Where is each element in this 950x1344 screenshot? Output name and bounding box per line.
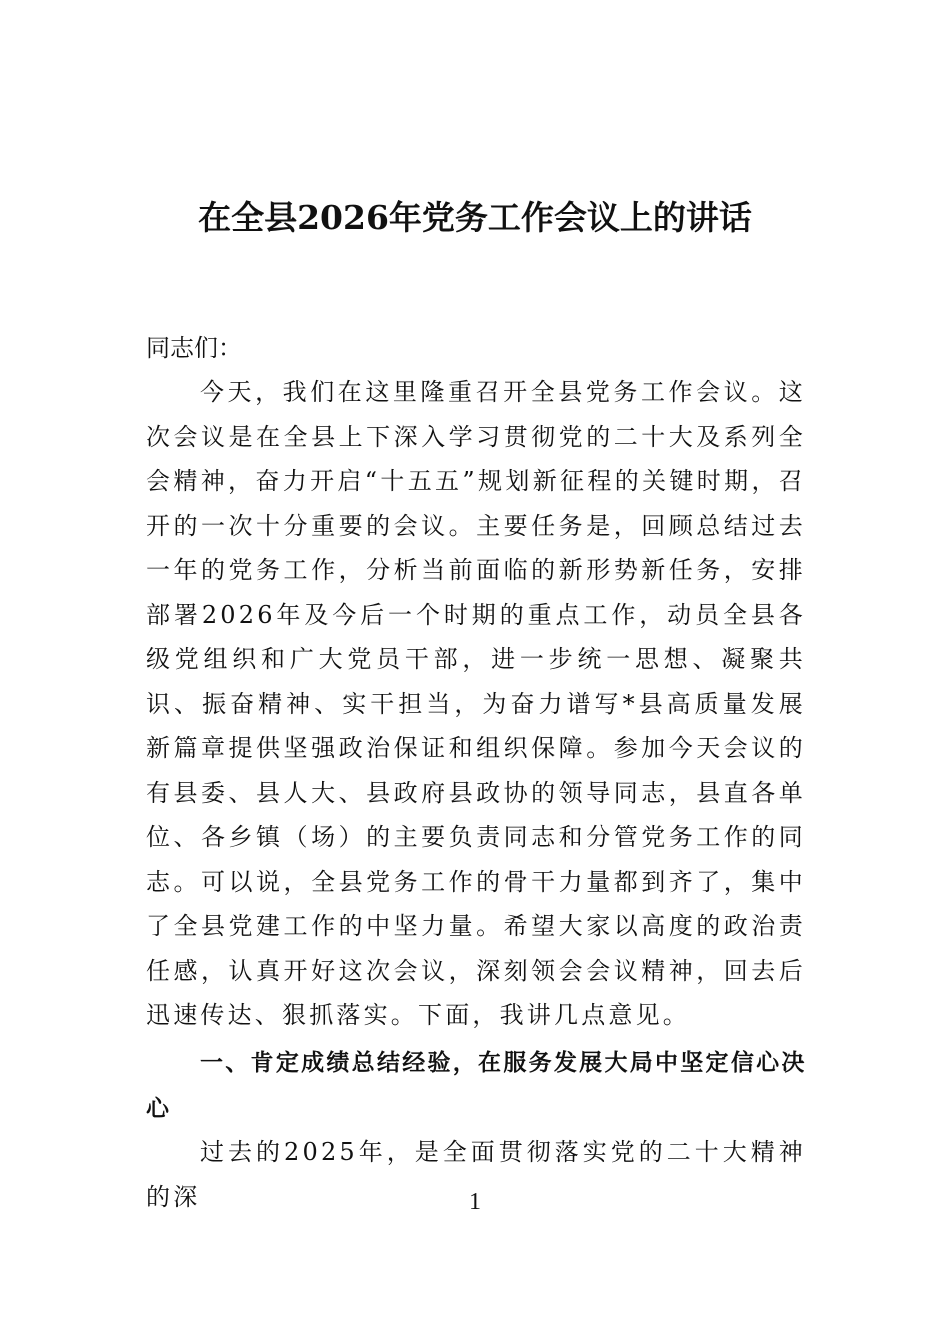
section-heading: 一、肯定成绩总结经验，在服务发展大局中坚定信心决心 <box>146 1050 806 1122</box>
salutation: 同志们： <box>146 334 242 362</box>
body-paragraph-intro: 今天，我们在这里隆重召开全县党务工作会议。这次会议是在全县上下深入学习贯彻党的二十大及系列全会精神，奋力开启“十五五”规划新征程的关键时期，召开的一次十分重要的会议。主要任务是，回顾总结过去一年的党务工作，分析当前面临的新形势新任务，安排部署2026年及今后一个时期的重点工作，动员全县各级党组织和广大党员干部，进一步统一思想、凝聚共识、振奋精神、实干担当，为奋力谱写*县高质量发展新篇章提供坚强政治保证和组织保障。参加今天会议的有县委、县人大、县政府县政协的领导同志，县直各单位、各乡镇（场）的主要负责同志和分管党务工作的同志。可以说，全县党务工作的骨干力量都到齐了，集中了全县党建工作的中坚力量。希望大家以高度的政治责任感，认真开好这次会议，深刻领会会议精神，回去后迅速传达、狠抓落实。下面，我讲几点意见。 <box>146 378 806 1029</box>
page-number: 1 <box>469 1189 481 1215</box>
body-paragraph-section: 过去的2025年，是全面贯彻落实党的二十大精神的深 <box>146 1138 806 1211</box>
document-title: 在全县2026年党务工作会议上的讲话 <box>198 198 752 237</box>
